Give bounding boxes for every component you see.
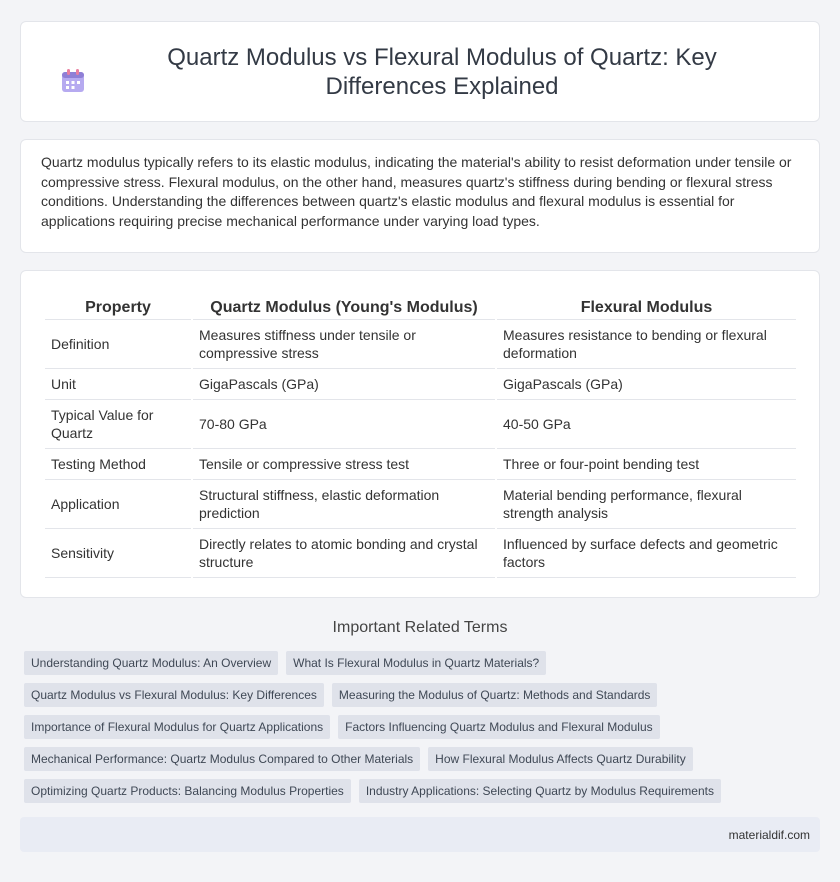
table-header-row bbox=[45, 295, 796, 320]
table-row bbox=[45, 400, 796, 449]
intro-card bbox=[20, 139, 820, 253]
cell-flexural-modulus: Three or four-point bending test bbox=[497, 449, 796, 480]
table-row bbox=[45, 480, 796, 529]
header-flexural-modulus: Flexural Modulus bbox=[497, 295, 796, 320]
tag-row bbox=[24, 651, 824, 675]
footer bbox=[20, 817, 820, 852]
cell-flexural-modulus: 40-50 GPa bbox=[497, 400, 796, 449]
tag-row bbox=[24, 747, 824, 771]
table-row bbox=[45, 320, 796, 369]
cell-quartz-modulus: Measures stiffness under tensile or compressive stress bbox=[193, 320, 495, 369]
cell-property: Application bbox=[45, 480, 191, 529]
related-term-tag[interactable]: Optimizing Quartz Products: Balancing Modulus Properties bbox=[24, 779, 351, 803]
comparison-table-card bbox=[20, 270, 820, 598]
tag-row bbox=[24, 715, 824, 739]
page-title: Quartz Modulus vs Flexural Modulus of Quartz: Key Differences Explained bbox=[167, 43, 717, 100]
tag-row bbox=[24, 779, 824, 803]
table-row bbox=[45, 529, 796, 578]
cell-flexural-modulus: GigaPascals (GPa) bbox=[497, 369, 796, 400]
cell-property: Sensitivity bbox=[45, 529, 191, 578]
cell-quartz-modulus: GigaPascals (GPa) bbox=[193, 369, 495, 400]
cell-property: Testing Method bbox=[45, 449, 191, 480]
tag-row bbox=[24, 683, 824, 707]
cell-flexural-modulus: Influenced by surface defects and geometric factors bbox=[497, 529, 796, 578]
related-term-tag[interactable]: Measuring the Modulus of Quartz: Methods and Standards bbox=[332, 683, 658, 707]
header-card bbox=[20, 21, 820, 122]
intro-paragraph: Quartz modulus typically refers to its elastic modulus, indicating the material's ability to resist deformation under tensile or compressive stress. Flexural modulus, on the other hand, measures quartz's stiffness during bending or flexural stress conditions. Understanding the differences between quartz's elastic modulus and flexural modulus is essential for applications requiring precise mechanical performance under varying load types. bbox=[41, 154, 792, 229]
footer-site-name[interactable]: materialdif.com bbox=[728, 827, 810, 842]
cell-property: Typical Value for Quartz bbox=[45, 400, 191, 449]
related-term-tag[interactable]: Importance of Flexural Modulus for Quartz Applications bbox=[24, 715, 330, 739]
header-property: Property bbox=[45, 295, 191, 320]
related-terms-tags bbox=[24, 651, 824, 811]
related-term-tag[interactable]: What Is Flexural Modulus in Quartz Materials? bbox=[286, 651, 546, 675]
cell-flexural-modulus: Material bending performance, flexural strength analysis bbox=[497, 480, 796, 529]
cell-flexural-modulus: Measures resistance to bending or flexural deformation bbox=[497, 320, 796, 369]
header-inner bbox=[60, 43, 780, 101]
cell-quartz-modulus: Directly relates to atomic bonding and crystal structure bbox=[193, 529, 495, 578]
cell-property: Definition bbox=[45, 320, 191, 369]
related-term-tag[interactable]: How Flexural Modulus Affects Quartz Durability bbox=[428, 747, 693, 771]
related-term-tag[interactable]: Quartz Modulus vs Flexural Modulus: Key Differences bbox=[24, 683, 324, 707]
table-row bbox=[45, 449, 796, 480]
calendar-icon bbox=[60, 68, 86, 94]
related-term-tag[interactable]: Mechanical Performance: Quartz Modulus Compared to Other Materials bbox=[24, 747, 420, 771]
cell-quartz-modulus: Tensile or compressive stress test bbox=[193, 449, 495, 480]
header-quartz-modulus: Quartz Modulus (Young's Modulus) bbox=[193, 295, 495, 320]
related-term-tag[interactable]: Factors Influencing Quartz Modulus and Flexural Modulus bbox=[338, 715, 659, 739]
cell-property: Unit bbox=[45, 369, 191, 400]
related-terms-title: Important Related Terms bbox=[332, 619, 508, 636]
cell-quartz-modulus: Structural stiffness, elastic deformation prediction bbox=[193, 480, 495, 529]
related-term-tag[interactable]: Understanding Quartz Modulus: An Overview bbox=[24, 651, 278, 675]
table-row bbox=[45, 369, 796, 400]
comparison-table bbox=[43, 295, 798, 578]
related-term-tag[interactable]: Industry Applications: Selecting Quartz by Modulus Requirements bbox=[359, 779, 721, 803]
cell-quartz-modulus: 70-80 GPa bbox=[193, 400, 495, 449]
